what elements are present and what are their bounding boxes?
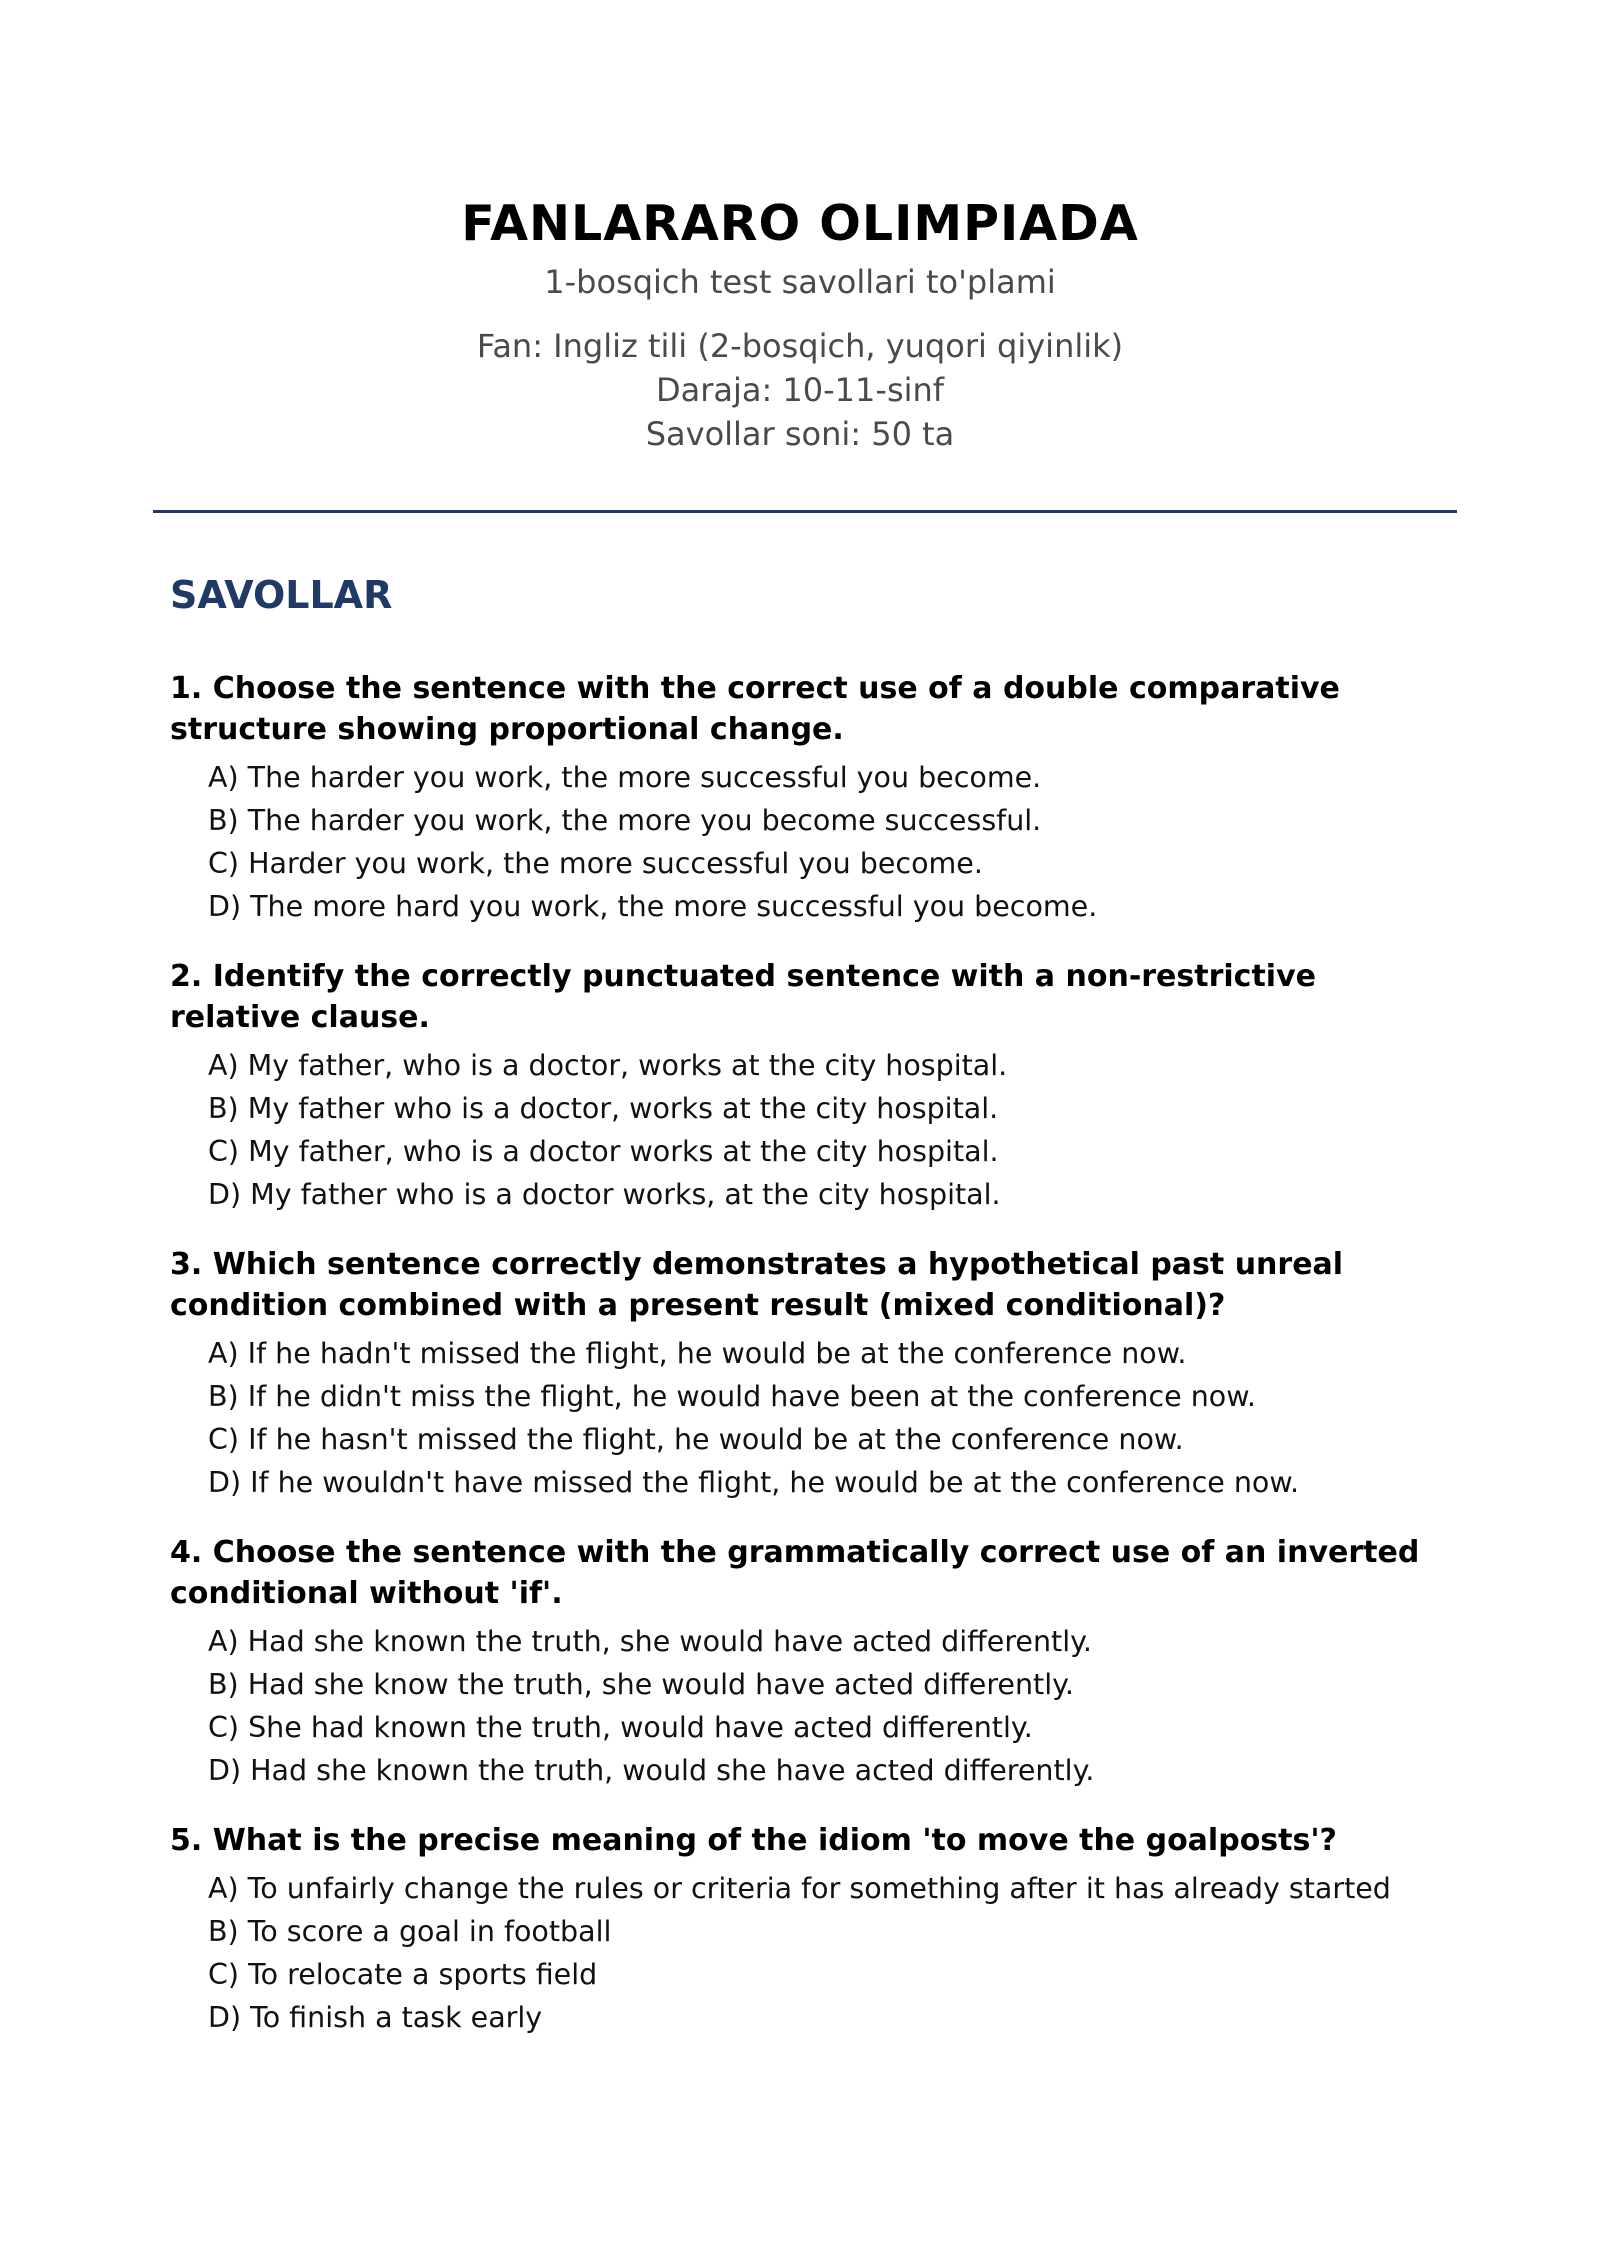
answer-option: D) If he wouldn't have missed the flight, he would be at the conference now. <box>208 1466 1300 1499</box>
answer-option: A) The harder you work, the more successful you become. <box>208 761 1042 794</box>
answer-option: B) My father who is a doctor, works at the city hospital. <box>208 1092 999 1125</box>
question-count-line: Savollar soni: 50 ta <box>645 415 955 453</box>
question-text: 5. What is the precise meaning of the idiom 'to move the goalposts'? <box>170 1823 1337 1858</box>
document-header <box>0 190 1600 456</box>
answer-option: A) To unfairly change the rules or criteria for something after it has already started <box>208 1872 1391 1905</box>
answer-option: A) My father, who is a doctor, works at the city hospital. <box>208 1049 1008 1082</box>
section-heading: SAVOLLAR <box>170 573 393 617</box>
answer-option: C) To relocate a sports field <box>208 1958 598 1991</box>
document-title: FANLARARO OLIMPIADA <box>461 195 1139 252</box>
question-text: 1. Choose the sentence with the correct use of a double comparative structure showing proportional change. <box>170 671 1340 747</box>
answer-option: A) If he hadn't missed the flight, he would be at the conference now. <box>208 1337 1187 1370</box>
answer-option: D) To finish a task early <box>208 2001 543 2034</box>
question-item <box>170 1532 1440 1792</box>
answer-option: B) To score a goal in football <box>208 1915 612 1948</box>
answer-option: A) Had she known the truth, she would have acted differently. <box>208 1625 1092 1658</box>
answer-option: C) My father, who is a doctor works at the city hospital. <box>208 1135 999 1168</box>
subject-line: Fan: Ingliz tili (2-bosqich, yuqori qiyinlik) <box>476 327 1124 365</box>
question-text: 3. Which sentence correctly demonstrates a hypothetical past unreal condition combined with a present result (mixed conditional)? <box>170 1247 1344 1323</box>
answer-option: B) Had she know the truth, she would have acted differently. <box>208 1668 1074 1701</box>
answer-option: D) My father who is a doctor works, at the city hospital. <box>208 1178 1001 1211</box>
level-line: Daraja: 10-11-sinf <box>655 371 945 409</box>
answer-option: B) If he didn't miss the flight, he would have been at the conference now. <box>208 1380 1256 1413</box>
answer-option: D) Had she known the truth, would she have acted differently. <box>208 1754 1095 1787</box>
question-list <box>170 668 1440 2067</box>
question-item <box>170 668 1440 928</box>
document-meta <box>0 324 1600 456</box>
header-divider <box>153 510 1457 513</box>
document-subtitle: 1-bosqich test savollari to'plami <box>544 263 1056 301</box>
question-text: 2. Identify the correctly punctuated sentence with a non-restrictive relative clause. <box>170 959 1316 1035</box>
question-item <box>170 1244 1440 1504</box>
answer-option: D) The more hard you work, the more successful you become. <box>208 890 1098 923</box>
question-item <box>170 956 1440 1216</box>
answer-option: C) If he hasn't missed the flight, he would be at the conference now. <box>208 1423 1184 1456</box>
question-item <box>170 1820 1440 2039</box>
answer-option: C) Harder you work, the more successful you become. <box>208 847 983 880</box>
question-text: 4. Choose the sentence with the grammatically correct use of an inverted conditional without 'if'. <box>170 1535 1420 1611</box>
answer-option: C) She had known the truth, would have acted differently. <box>208 1711 1033 1744</box>
answer-option: B) The harder you work, the more you become successful. <box>208 804 1042 837</box>
